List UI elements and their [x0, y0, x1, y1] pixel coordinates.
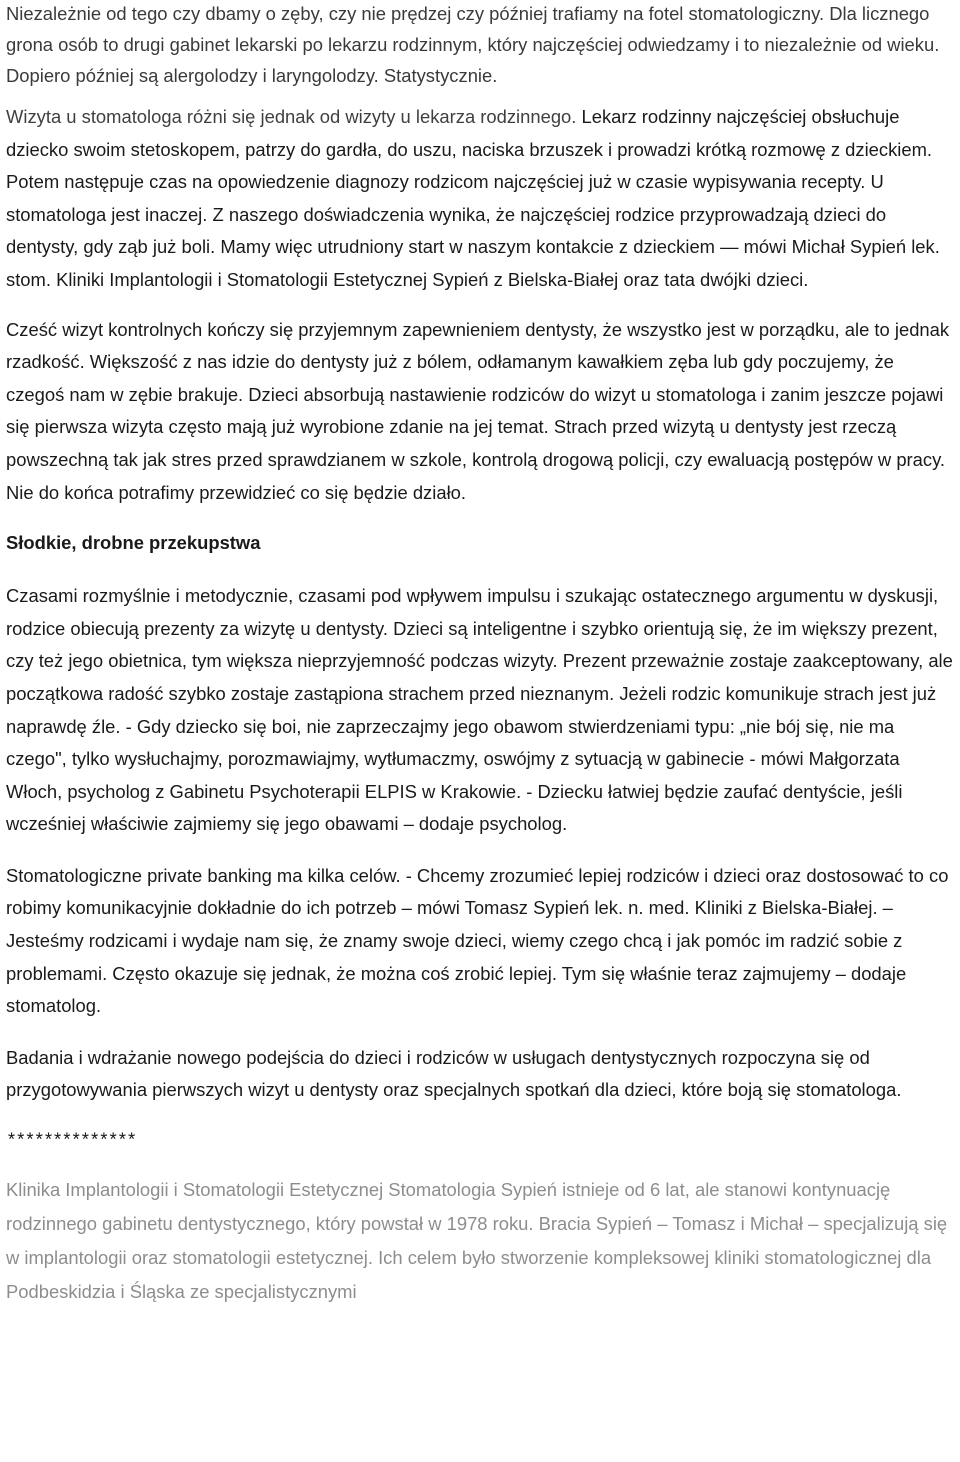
separator: **************	[6, 1131, 136, 1153]
paragraph-visit-difference	[6, 101, 954, 297]
paragraph-segment: Z naszego doświadczenia wynika, że najczęściej rodzice przyprowadzają dzieci do dentysty, gdy ząb już boli. Mamy więc utrudniony start w naszym kontakcie z dzieckiem — mówi Michał Sypień lek. stom. Kliniki Implantologii i Stomatologii Estetycznej Sypień z Bielska-Białej oraz tata dwójki dzieci.	[6, 203, 940, 290]
section-heading: Słodkie, drobne przekupstwa	[6, 532, 261, 554]
paragraph-bribes: Czasami rozmyślnie i metodycznie, czasami pod wpływem impulsu i szukając ostatecznego argumentu w dyskusji, rodzice obiecują prezenty za wizytę u dentysty. Dzieci są inteligentne i szybko orientują się, że im większy prezent, czy też jego obietnica, tym większa nieprzyjemność podczas wizyty. Prezent przeważnie zostaje zaakceptowany, ale początkowa radość szybko zostaje zastąpiona strachem przed nieznanym. Jeżeli rodzic komunikuje strach jest już naprawdę źle. - Gdy dziecko się boi, nie zaprzeczajmy jego obawom stwierdzeniami typu: „nie bój się, nie ma czego", tylko wysłuchajmy, porozmawiajmy, wytłumaczmy, oswójmy z sytuacją w gabinecie - mówi Małgorzata Włoch, psycholog z Gabinetu Psychoterapii ELPIS w Krakowie. - Dziecku łatwiej będzie zaufać dentyście, jeśli wcześniej właściwie zajmiemy się jego obawami – dodaje psycholog.	[6, 585, 953, 835]
clinic-footer-note: Klinika Implantologii i Stomatologii Estetycznej Stomatologia Sypień istnieje od 6 lat, ale stanowi kontynuację rodzinnego gabinetu dentystycznego, który powstał w 1978 roku. Bracia Sypień – Tomasz i Michał – specjalizują się w implantologii oraz stomatologii estetycznej. Ich celem było stworzenie kompleksowej kliniki stomatologicznej dla Podbeskidzia i Śląska ze specjalistycznymi	[6, 1179, 948, 1303]
intro-paragraph: Niezależnie od tego czy dbamy o zęby, czy nie prędzej czy później trafiamy na fotel stomatologiczny. Dla licznego grona osób to drugi gabinet lekarski po lekarzu rodzinnym, który najczęściej odwiedzamy i to niezależnie od wieku. Dopiero później są alergolodzy i laryngolodzy. Statystycznie.	[6, 3, 940, 86]
paragraph-control-visits: Cześć wizyt kontrolnych kończy się przyjemnym zapewnieniem dentysty, że wszystko jest w porządku, ale to jednak rzadkość. Większość z nas idzie do dentysty już z bólem, odłamanym kawałkiem zęba lub gdy poczujemy, że czegoś nam w zębie brakuje. Dzieci absorbują nastawienie rodziców do wizyt u stomatologa i zanim jeszcze pojawi się pierwsza wizyta często mają już wyrobione zdanie na jej temat. Strach przed wizytą u dentysty jest rzeczą powszechną tak jak stres przed sprawdzianem w szkole, kontrolą drogową policji, czy ewaluacją postępów w pracy. Nie do końca potrafimy przewidzieć co się będzie działo.	[6, 318, 950, 503]
paragraph-segment: Wizyta u stomatologa różni się jednak od wizyty u lekarza rodzinnego.	[6, 106, 577, 127]
paragraph-segment: Potem następuje czas na opowiedzenie diagnozy rodzicom najczęściej już w czasie wypisywania recepty. U stomatologa jest inaczej.	[6, 171, 884, 225]
paragraph-research: Badania i wdrażanie nowego podejścia do dzieci i rodziców w usługach dentystycznych rozpoczyna się od przygotowywania pierwszych wizyt u dentysty oraz specjalnych spotkań dla dzieci, które boją się stomatologa.	[6, 1046, 902, 1101]
paragraph-segment: Lekarz rodzinny najczęściej obsłuchuje dziecko swoim stetoskopem, patrzy do gardła, do uszu, naciska brzuszek i prowadzi krótką rozmowę z dzieckiem.	[6, 106, 933, 160]
paragraph-private-banking: Stomatologiczne private banking ma kilka celów. - Chcemy zrozumieć lepiej rodziców i dzieci oraz dostosować to co robimy komunikacyjnie dokładnie do ich potrzeb – mówi Tomasz Sypień lek. n. med. Kliniki z Bielska-Białej. – Jesteśmy rodzicami i wydaje nam się, że znamy swoje dzieci, wiemy czego chcą i jak pomóc im radzić sobie z problemami. Często okazuje się jednak, że można coś zrobić lepiej. Tym się właśnie teraz zajmujemy – dodaje stomatolog.	[6, 864, 949, 1017]
